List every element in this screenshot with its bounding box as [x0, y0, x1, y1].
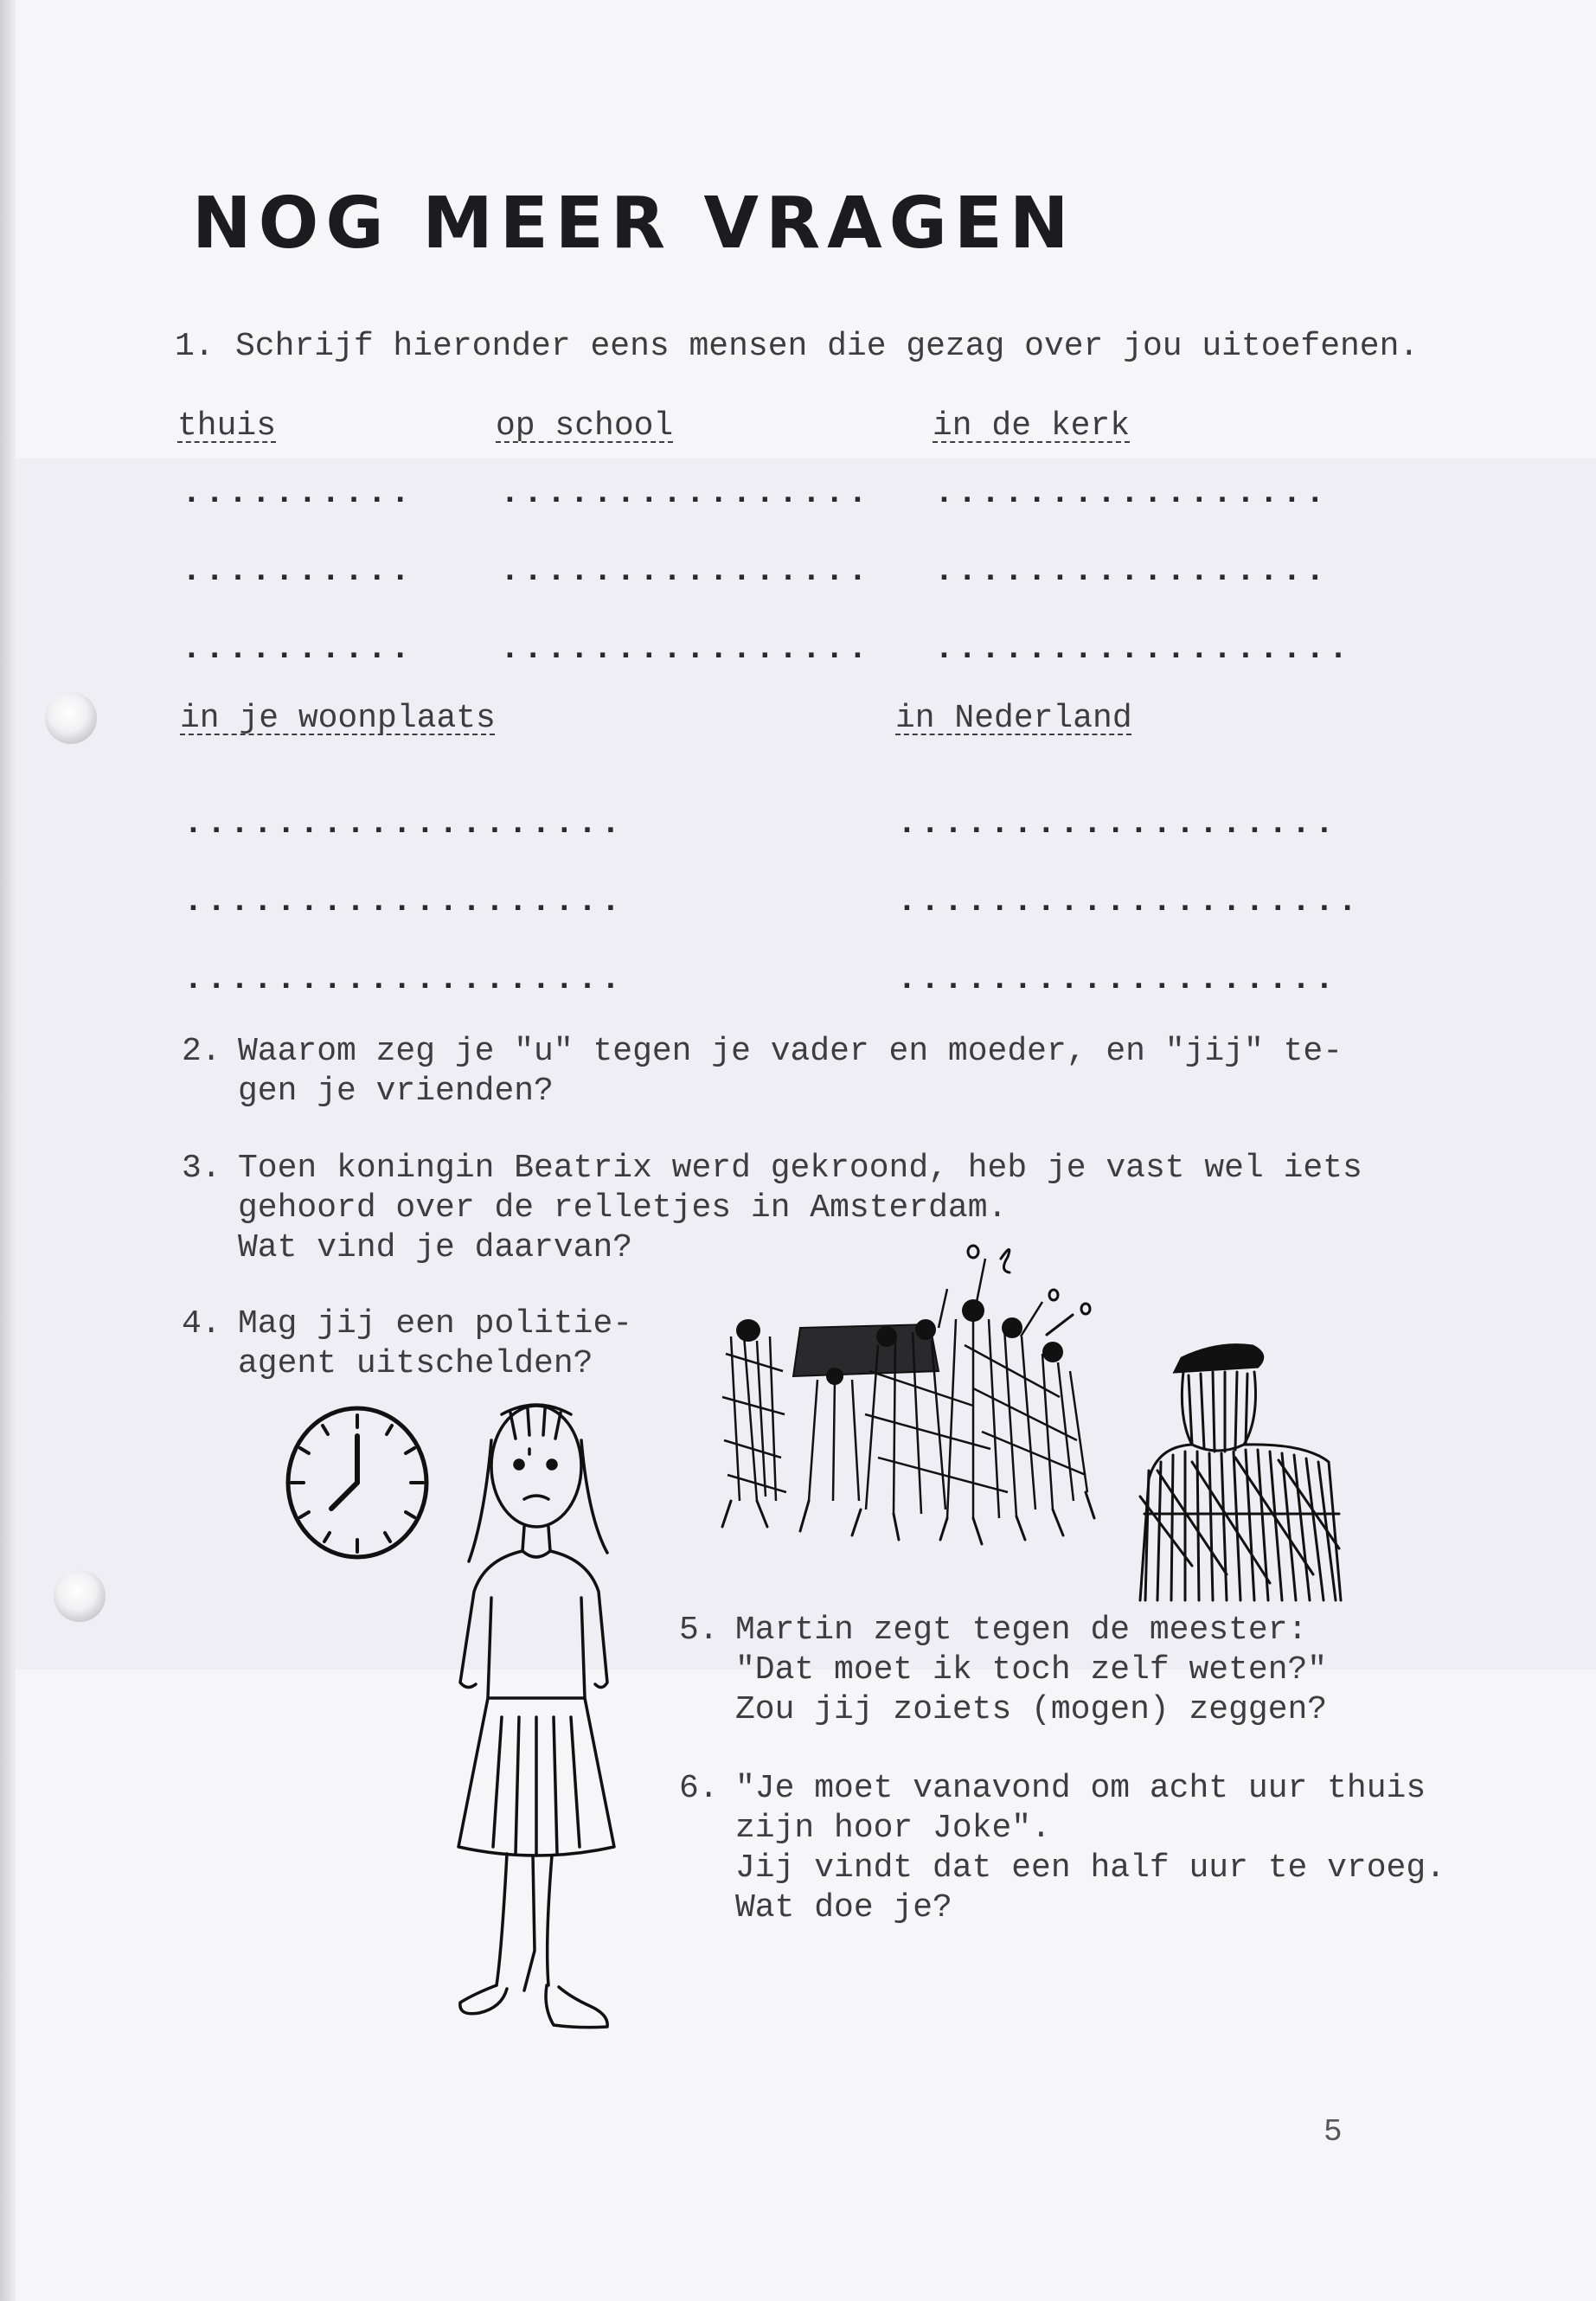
answer-line-thuis-1[interactable]: .......... [182, 475, 414, 512]
q4-line-2: agent uitschelden? [238, 1345, 593, 1382]
q1-number: 1. [175, 328, 215, 365]
answer-line-school-2[interactable]: ................ [500, 553, 871, 590]
answer-line-thuis-3[interactable]: .......... [182, 631, 414, 668]
q5-line-2: "Dat moet ik toch zelf weten?" [735, 1651, 1328, 1689]
q6-line-4: Wat doe je? [735, 1889, 952, 1926]
col-thuis: thuis [177, 407, 277, 445]
answer-line-school-3[interactable]: ................ [500, 631, 871, 668]
answer-line-nederland-3[interactable]: ................... [897, 961, 1338, 998]
punch-hole-top [45, 692, 97, 744]
q6-line-1: "Je moet vanavond om acht uur thuis [735, 1770, 1426, 1807]
q5-line-3: Zou jij zoiets (mogen) zeggen? [735, 1691, 1328, 1728]
answer-line-nederland-1[interactable]: ................... [897, 805, 1338, 843]
q6-number: 6. [679, 1770, 719, 1807]
answer-line-woonplaats-1[interactable]: ................... [183, 805, 625, 843]
answer-line-woonplaats-2[interactable]: ................... [183, 883, 625, 920]
col-in-je-woonplaats: in je woonplaats [180, 700, 496, 737]
q5-number: 5. [679, 1612, 719, 1649]
q5-line-1: Martin zegt tegen de meester: [735, 1612, 1308, 1649]
answer-line-nederland-2[interactable]: .................... [897, 883, 1362, 920]
q2-line-2: gen je vrienden? [238, 1073, 554, 1110]
q4-number: 4. [182, 1305, 221, 1343]
answer-line-kerk-2[interactable]: ................. [934, 553, 1329, 590]
clock-illustration [281, 1401, 437, 1566]
answer-line-school-1[interactable]: ................ [500, 475, 871, 512]
q3-line-1: Toen koningin Beatrix werd gekroond, heb je vast wel iets [238, 1150, 1362, 1187]
col-in-de-kerk: in de kerk [933, 407, 1131, 445]
crowd-illustration [714, 1241, 1103, 1570]
answer-line-woonplaats-3[interactable]: ................... [183, 961, 625, 998]
answer-line-kerk-3[interactable]: .................. [934, 631, 1352, 668]
q3-line-3: Wat vind je daarvan? [238, 1229, 633, 1266]
q4-line-1: Mag jij een politie- [238, 1305, 633, 1343]
page-edge [0, 0, 16, 2301]
col-in-nederland: in Nederland [895, 700, 1132, 737]
page-title: NOG MEER VRAGEN [192, 183, 1076, 265]
police-officer-illustration [1140, 1341, 1348, 1609]
answer-line-kerk-1[interactable]: ................. [934, 475, 1329, 512]
answer-line-thuis-2[interactable]: .......... [182, 553, 414, 590]
punch-hole-bottom [54, 1570, 106, 1622]
q1-text: Schrijf hieronder eens mensen die gezag over jou uitoefenen. [235, 328, 1420, 365]
col-op-school: op school [496, 407, 674, 445]
q6-line-3: Jij vindt dat een half uur te vroeg. [735, 1849, 1445, 1887]
q3-number: 3. [182, 1150, 221, 1187]
girl-illustration [450, 1397, 623, 2037]
q2-line-1: Waarom zeg je "u" tegen je vader en moeder, en "jij" te- [238, 1033, 1343, 1070]
q3-line-2: gehoord over de relletjes in Amsterdam. [238, 1189, 1008, 1227]
page-number: 5 [1324, 2114, 1343, 2150]
q2-number: 2. [182, 1033, 221, 1070]
q6-line-2: zijn hoor Joke". [735, 1810, 1051, 1847]
